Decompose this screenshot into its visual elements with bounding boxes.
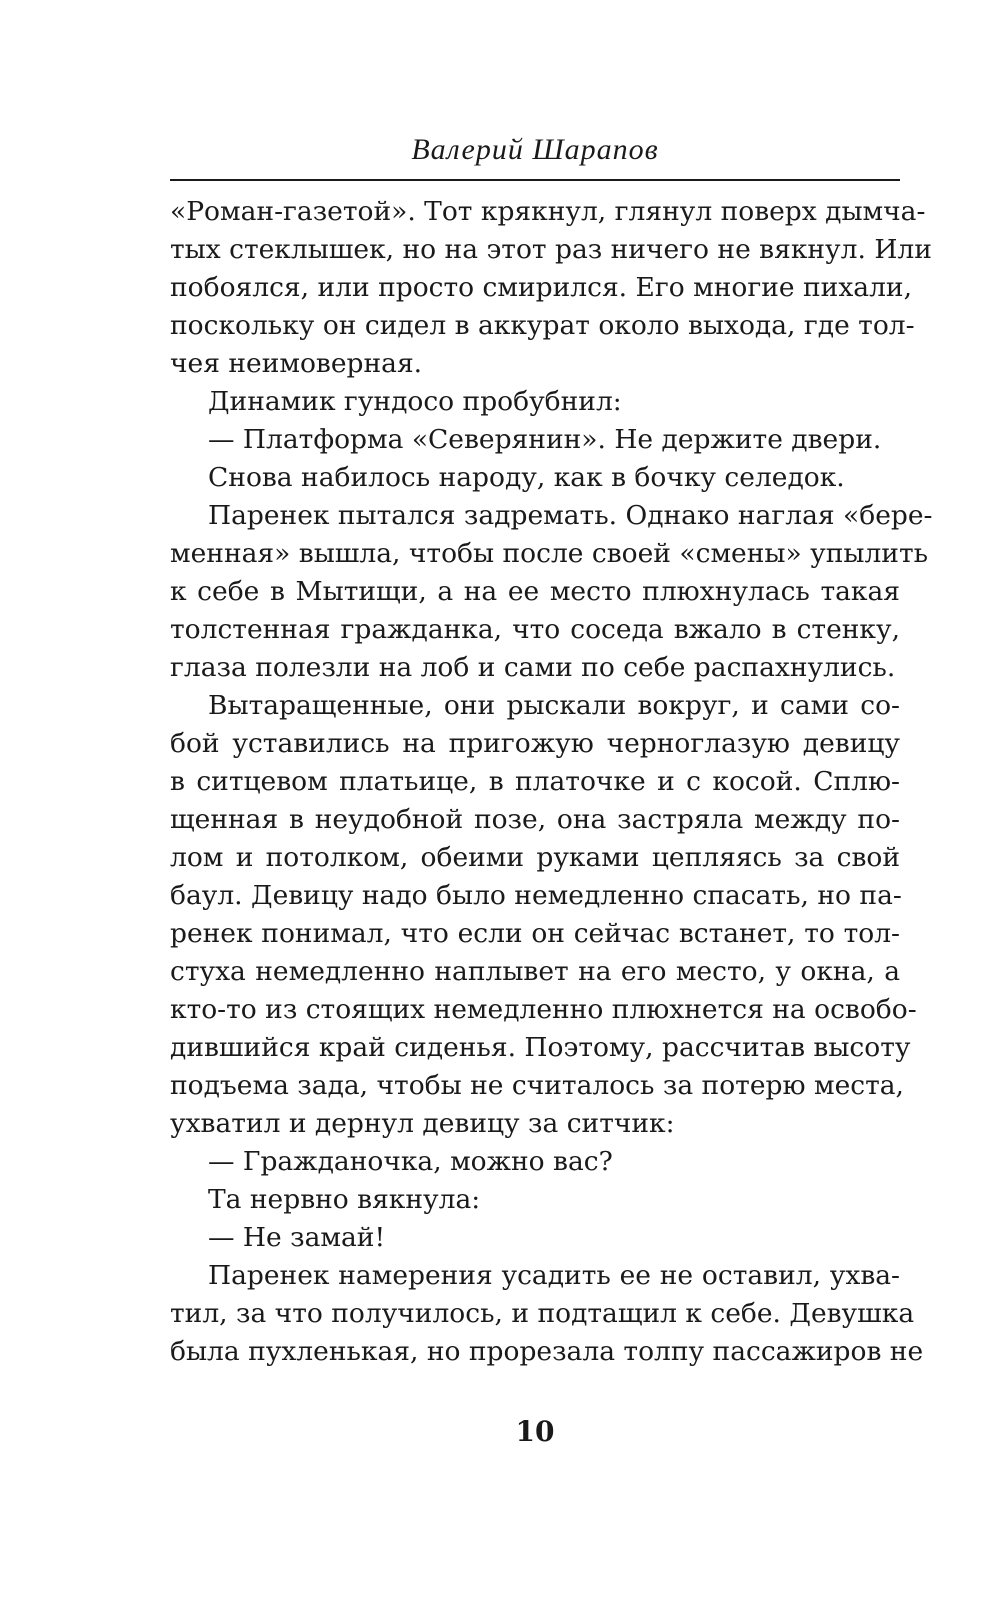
- text-line: ренек понимал, что если он сейчас встанет, то тол-: [170, 918, 900, 949]
- text-line: Паренек намерения усадить ее не оставил, ухва-: [208, 1260, 900, 1291]
- text-line: ухватил и дернул девицу за ситчик:: [170, 1108, 675, 1139]
- text-line: — Не замай!: [208, 1222, 386, 1253]
- text-line: лом и потолком, обеими руками цепляясь за свой: [170, 842, 900, 873]
- text-line: глаза полезли на лоб и сами по себе распахнулись.: [170, 652, 896, 683]
- text-line: щенная в неудобной позе, она застряла между по-: [170, 804, 900, 835]
- text-line: менная» вышла, чтобы после своей «смены» упылить: [170, 538, 929, 569]
- page-number: 10: [515, 1415, 555, 1448]
- text-line: — Гражданочка, можно вас?: [208, 1146, 613, 1177]
- text-line: тых стеклышек, но на этот раз ничего не вякнул. Или: [170, 234, 932, 265]
- text-line: Снова набилось народу, как в бочку селедок.: [208, 462, 845, 493]
- text-line: побоялся, или просто смирился. Его многие пихали,: [170, 272, 912, 303]
- text-line: дившийся край сиденья. Поэтому, рассчитав высоту: [170, 1032, 911, 1063]
- text-line: была пухленькая, но прорезала толпу пассажиров не: [170, 1336, 924, 1367]
- text-line: кто-то из стоящих немедленно плюхнется на освобо-: [170, 994, 917, 1025]
- text-line: поскольку он сидел в аккурат около выхода, где тол-: [170, 310, 915, 341]
- text-line: к себе в Мытищи, а на ее место плюхнулась такая: [170, 576, 900, 607]
- text-line: Та нервно вякнула:: [208, 1184, 481, 1215]
- text-line: в ситцевом платьице, в платочке и с косой. Сплю-: [170, 766, 900, 797]
- text-line: тил, за что получилось, и подтащил к себе. Девушка: [170, 1298, 915, 1329]
- text-line: бой уставились на пригожую черноглазую девицу: [170, 728, 900, 759]
- text-line: чея неимоверная.: [170, 348, 423, 379]
- text-line: Динамик гундосо пробубнил:: [208, 386, 622, 417]
- text-line: толстенная гражданка, что соседа вжало в стенку,: [170, 614, 900, 645]
- header-divider: [170, 179, 900, 181]
- text-line: Паренек пытался задремать. Однако наглая «бере-: [208, 500, 933, 531]
- text-line: «Роман-газетой». Тот крякнул, глянул поверх дымча-: [170, 196, 926, 227]
- text-line: стуха немедленно наплывет на его место, у окна, а: [170, 956, 900, 987]
- body-text: [170, 193, 933, 1371]
- text-line: — Платформа «Северянин». Не держите двери.: [208, 424, 882, 455]
- text-line: баул. Девицу надо было немедленно спасать, но па-: [170, 880, 902, 911]
- running-head-author: Валерий Шарапов: [411, 133, 659, 166]
- text-line: Вытаращенные, они рыскали вокруг, и сами со-: [208, 690, 900, 721]
- text-line: подъема зада, чтобы не считалось за потерю места,: [170, 1070, 904, 1101]
